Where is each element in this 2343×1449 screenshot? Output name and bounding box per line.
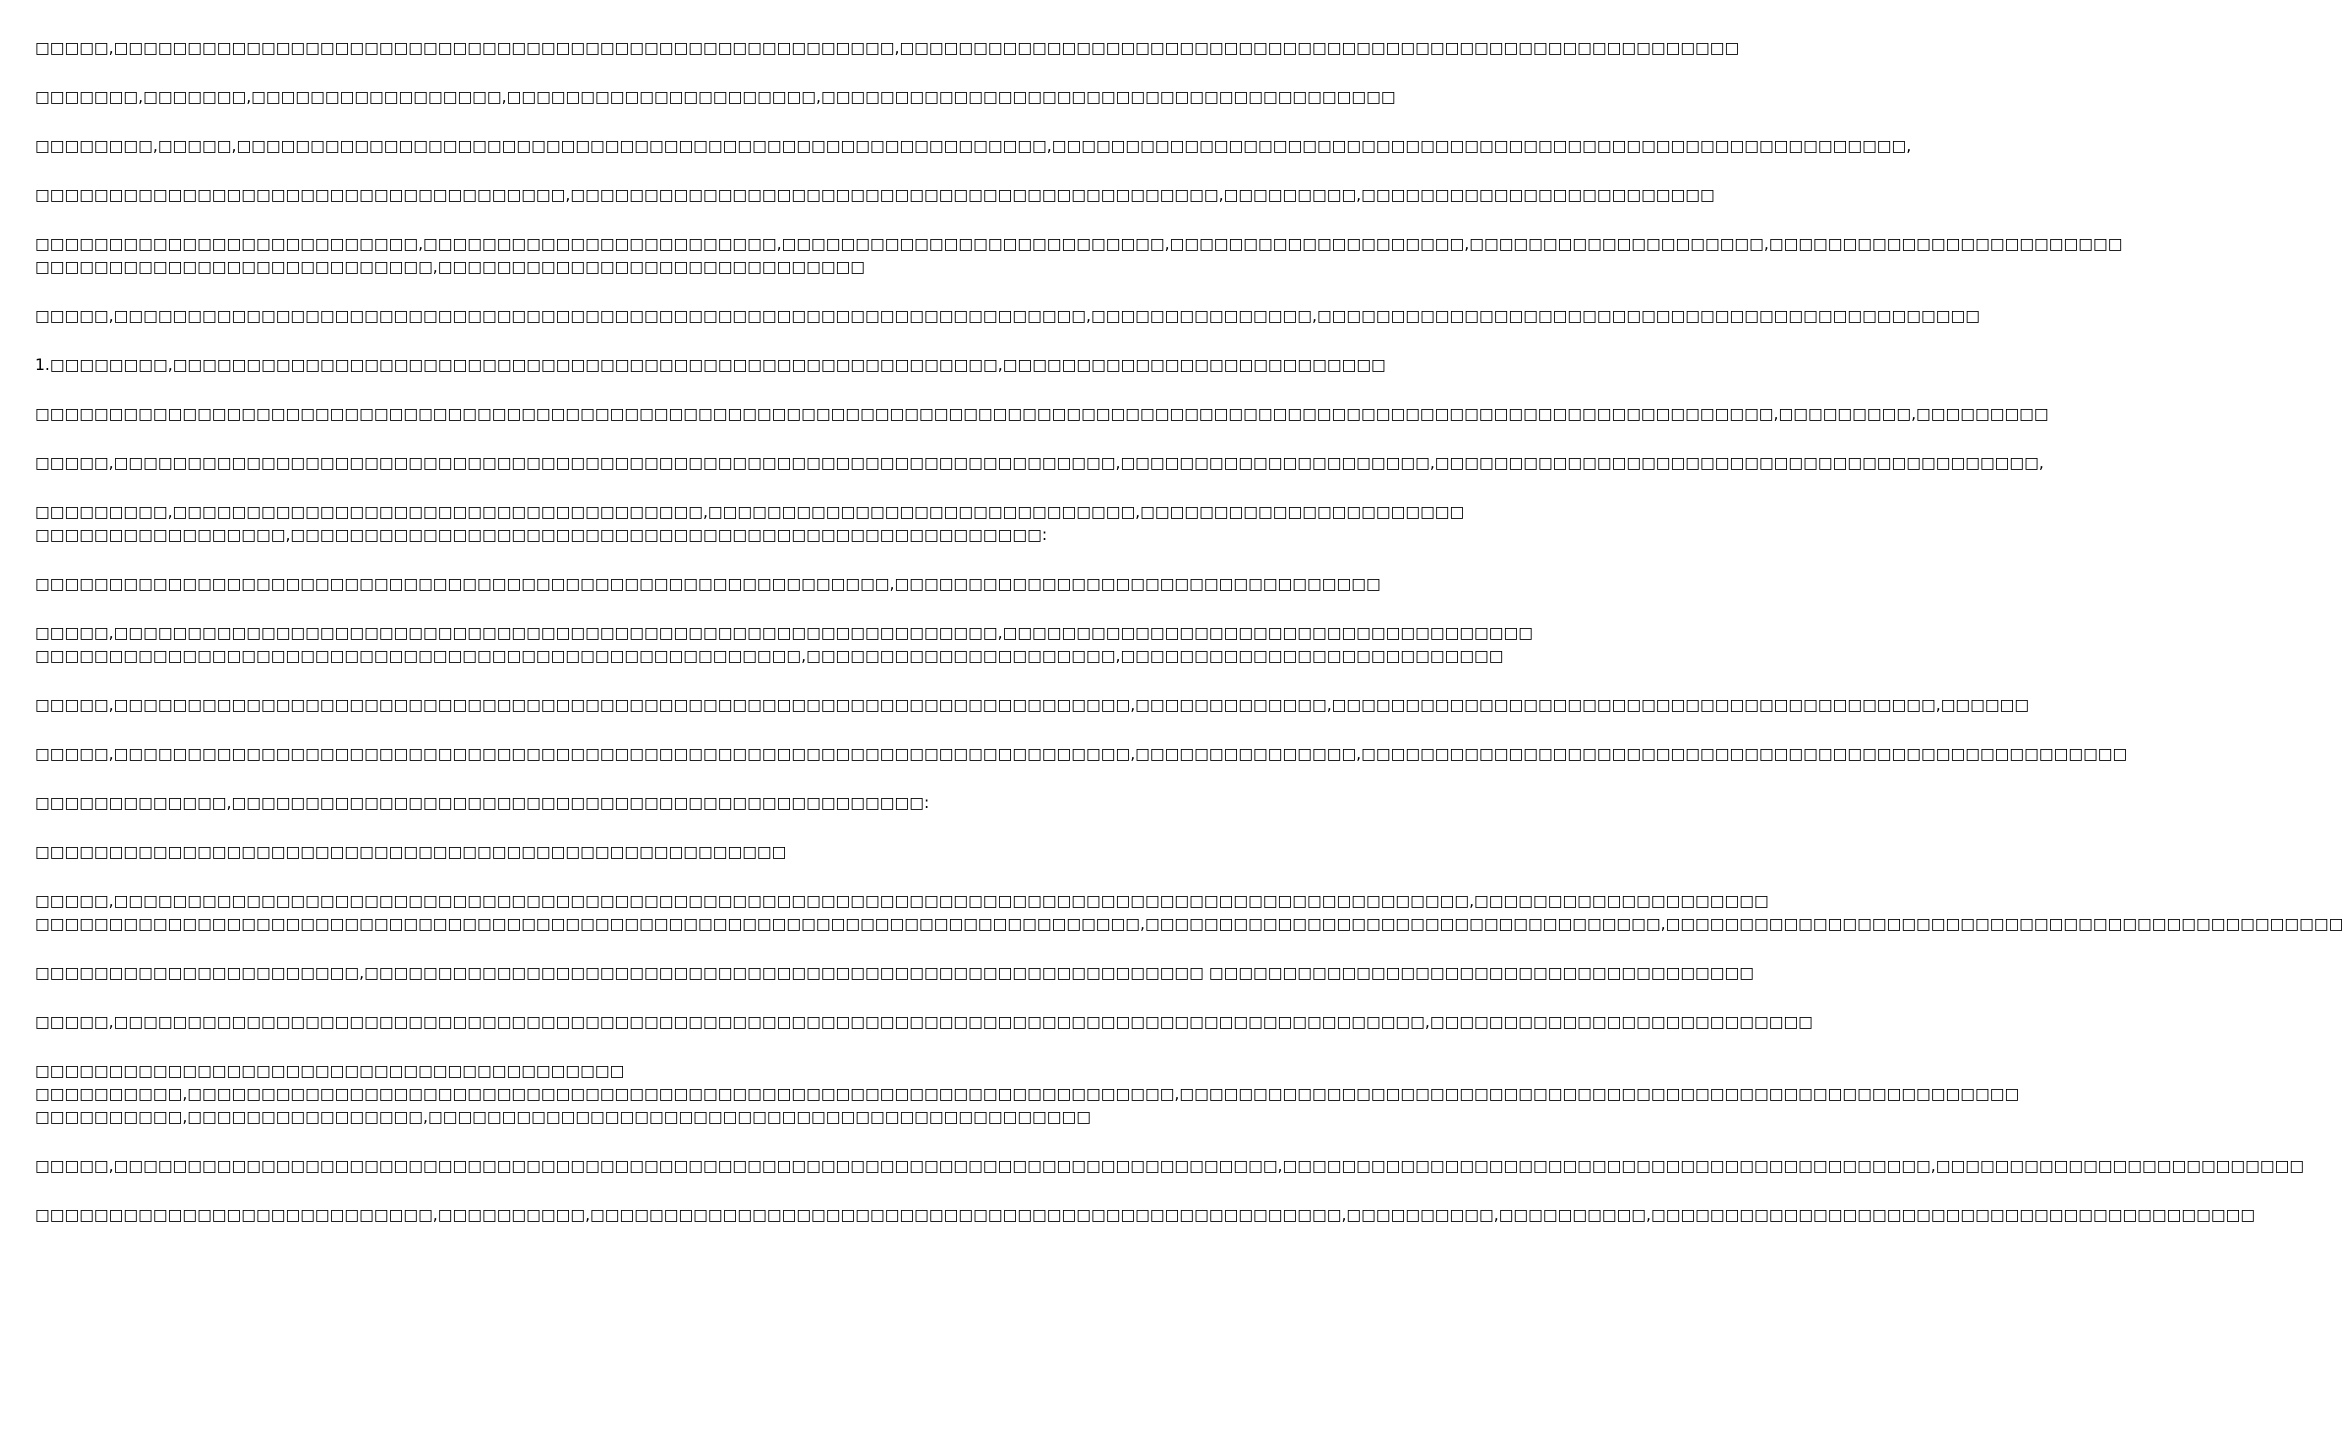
- paragraph: [35, 792, 990, 815]
- paragraph: [35, 184, 1715, 207]
- document-body: [35, 37, 2343, 1253]
- paragraph-line: □□□□□□□□□□,□□□□□□□□□□□□□□□□□□□□□□□□□□□□□□□□□□□□□□□□□□□□□□□□□□□□□□□□□□□□□□□□□□□,□□□□□□□□□□□□□□□□□□□□□□□□□□□□□□□□□□□□□□□□□□□□□□□□□□□□□□□□□: [35, 1085, 2020, 1103]
- paragraph: [35, 1204, 2256, 1227]
- paragraph: [35, 694, 2030, 717]
- paragraph: [35, 841, 990, 864]
- paragraph-line: □□□□□□□□□□□□□□□□□□□□□□□□□□,□□□□□□□□□□□□□□□□□□□□□□□□,□□□□□□□□□□□□□□□□□□□□□□□□□□,□□□□□□□□□□□□□□□□□□□□,□□□□□□□□□□□□□□□□□□□□,□□□□□□□□□□□□□□□□□□□□□□□□: [35, 235, 2123, 253]
- paragraph-line: □□□□□□□□□□□□□□□□□□□□□□,□□□□□□□□□□□□□□□□□□□□□□□□□□□□□□□□□□□□□□□□□□□□□□□□□□□□□□□□□ □□□□□□□□□□□□□□□□□□□□□□□□□□□□□□□□□□□□□: [35, 964, 1754, 982]
- paragraph: [35, 1155, 2305, 1178]
- paragraph: [35, 1011, 1813, 1034]
- paragraph-line: □□□□□,□□□□□□□□□□□□□□□□□□□□□□□□□□□□□□□□□□□□□□□□□□□□□□□□□□□□□□□□□□□□□□□□□□□□□□□□□□□□□□□□□□□□□□□□□□□□,□□□□□□□□□□□□□□□□□□□□: [35, 892, 1769, 910]
- paragraph-line: □□□□□,□□□□□□□□□□□□□□□□□□□□□□□□□□□□□□□□□□□□□□□□□□□□□□□□□□□□□,□□□□□□□□□□□□□□□□□□□□□□□□□□□□□□□□□□□□□□□□□□□□□□□□□□□□□□□□□: [35, 39, 1740, 57]
- paragraph-line: □□□□□,□□□□□□□□□□□□□□□□□□□□□□□□□□□□□□□□□□□□□□□□□□□□□□□□□□□□□□□□□□□□□□□□□□□□□,□□□□□□□□□□□□□,□□□□□□□□□□□□□□□□□□□□□□□□□□□□□□□□□□□□□□□□□,□□□□□□: [35, 696, 2030, 714]
- paragraph: [35, 1060, 2020, 1129]
- paragraph-line: 1.□□□□□□□□,□□□□□□□□□□□□□□□□□□□□□□□□□□□□□□□□□□□□□□□□□□□□□□□□□□□□□□□□,□□□□□□□□□□□□□□□□□□□□□□□□□□: [35, 356, 1386, 374]
- paragraph-line: □□□□□□□□□□□□□□□□□,□□□□□□□□□□□□□□□□□□□□□□□□□□□□□□□□□□□□□□□□□□□□□□□□□□□:: [35, 526, 1048, 544]
- paragraph-line: □□□□□□□□□□□□□□□□□□□□□□□□□□□□□□□□□□□□□□□□: [35, 1062, 625, 1080]
- paragraph-line: □□□□□□□,□□□□□□□,□□□□□□□□□□□□□□□□□,□□□□□□□□□□□□□□□□□□□□□,□□□□□□□□□□□□□□□□□□□□□□□□□□□□□□□□□□□□□□□: [35, 88, 1396, 106]
- paragraph-line: □□□□□,□□□□□□□□□□□□□□□□□□□□□□□□□□□□□□□□□□□□□□□□□□□□□□□□□□□□□□□□□□□□□□□□□□□□,□□□□□□□□□□□□□□□□□□□□□,□□□□□□□□□□□□□□□□□□□□□□□□□□□□□□□□□□□□□□□□□,: [35, 454, 2044, 472]
- paragraph: [35, 573, 1381, 596]
- paragraph-line: □□□□□□□□□□□□□□□□□□□□□□□□□□□□□□□□□□□□□□□□□□□□□□□□□□□□□□□□□□□□□□□□□□□□□□□□□□□□□□□□□□□□□□□□□□□□□□□□□□□□□□□□□□□□□□□□□□□□□□,□□□□□□□□□,□□□□□□□□□: [35, 405, 2049, 423]
- paragraph-line: □□□□□□□□□□,□□□□□□□□□□□□□□□□,□□□□□□□□□□□□□□□□□□□□□□□□□□□□□□□□□□□□□□□□□□□□□: [35, 1108, 1091, 1126]
- paragraph-line: □□□□□□□□,□□□□□,□□□□□□□□□□□□□□□□□□□□□□□□□□□□□□□□□□□□□□□□□□□□□□□□□□□□□□□,□□□□□□□□□□□□□□□□□□□□□□□□□□□□□□□□□□□□□□□□□□□□□□□□□□□□□□□□□□,: [35, 137, 1912, 155]
- paragraph: [35, 403, 2049, 426]
- paragraph-line: □□□□□,□□□□□□□□□□□□□□□□□□□□□□□□□□□□□□□□□□□□□□□□□□□□□□□□□□□□□□□□□□□□□□□□□□□□□,□□□□□□□□□□□□□□□,□□□□□□□□□□□□□□□□□□□□□□□□□□□□□□□□□□□□□□□□□□□□□□□□□□□□: [35, 745, 2128, 763]
- paragraph-line: □□□□□□□□□□□□□□□□□□□□□□□□□□□,□□□□□□□□□□,□□□□□□□□□□□□□□□□□□□□□□□□□□□□□□□□□□□□□□□□□□□□□□□□□□□,□□□□□□□□□□,□□□□□□□□□□,□□□□□□□□□□□□□□□□□□□□□□□□□□□□□□□□□□□□□□□□□: [35, 1206, 2256, 1224]
- paragraph: [35, 890, 2343, 936]
- paragraph-line: □□□□□□□□□□□□□□□□□□□□□□□□□□□□□□□□□□□□□□□□□□□□□□□□□□□□□□□□□□,□□□□□□□□□□□□□□□□□□□□□□□□□□□□□□□□□: [35, 575, 1381, 593]
- paragraph: [35, 233, 2123, 279]
- paragraph-line: □□□□□,□□□□□□□□□□□□□□□□□□□□□□□□□□□□□□□□□□□□□□□□□□□□□□□□□□□□□□□□□□□□,□□□□□□□□□□□□□□□□□□□□□□□□□□□□□□□□□□□□: [35, 624, 1533, 642]
- paragraph: [35, 452, 2044, 475]
- paragraph: [35, 305, 1980, 328]
- paragraph-line: □□□□□□□□□□□□□,□□□□□□□□□□□□□□□□□□□□□□□□□□□□□□□□□□□□□□□□□□□□□□□:: [35, 794, 930, 812]
- paragraph: [35, 622, 1533, 668]
- paragraph-line: □□□□□,□□□□□□□□□□□□□□□□□□□□□□□□□□□□□□□□□□□□□□□□□□□□□□□□□□□□□□□□□□□□□□□□□□□□□□□□□□□□□□□□□□□□□□□□□,□□□□□□□□□□□□□□□□□□□□□□□□□□: [35, 1013, 1813, 1031]
- paragraph: [35, 86, 1396, 109]
- paragraph: [35, 354, 1386, 377]
- paragraph-line: □□□□□□□□□□□□□□□□□□□□□□□□□□□,□□□□□□□□□□□□□□□□□□□□□□□□□□□□□: [35, 258, 866, 276]
- paragraph: [35, 135, 1912, 158]
- paragraph-line: □□□□□□□□□□□□□□□□□□□□□□□□□□□□□□□□□□□□□□□□□□□□□□□□□□□: [35, 843, 787, 861]
- paragraph-line: □□□□□□□□□□□□□□□□□□□□□□□□□□□□□□□□□□□□□□□□□□□□□□□□□□□□,□□□□□□□□□□□□□□□□□□□□□,□□□□□□□□□□□□□□□□□□□□□□□□□□: [35, 647, 1504, 665]
- paragraph: [35, 501, 1465, 547]
- paragraph-line: □□□□□□□□□□□□□□□□□□□□□□□□□□□□□□□□□□□□□□□□□□□□□□□□□□□□□□□□□□□□□□□□□□□□□□□□□□□,□□□□□□□□□□□□□□□□□□□□□□□□□□□□□□□□□□□,□□□□□□□□□□□□□□□□□□□□□□□□□□□□□□□□□□□□□□□□□□□□□□: [35, 915, 2343, 933]
- paragraph-line: □□□□□□□□□,□□□□□□□□□□□□□□□□□□□□□□□□□□□□□□□□□□□□,□□□□□□□□□□□□□□□□□□□□□□□□□□□□□,□□□□□□□□□□□□□□□□□□□□□□: [35, 503, 1465, 521]
- paragraph-line: □□□□□,□□□□□□□□□□□□□□□□□□□□□□□□□□□□□□□□□□□□□□□□□□□□□□□□□□□□□□□□□□□□□□□□□□,□□□□□□□□□□□□□□□,□□□□□□□□□□□□□□□□□□□□□□□□□□□□□□□□□□□□□□□□□□□□□: [35, 307, 1980, 325]
- paragraph: [35, 37, 1740, 60]
- paragraph-line: □□□□□□□□□□□□□□□□□□□□□□□□□□□□□□□□□□□□,□□□□□□□□□□□□□□□□□□□□□□□□□□□□□□□□□□□□□□□□□□□□,□□□□□□□□□,□□□□□□□□□□□□□□□□□□□□□□□□: [35, 186, 1715, 204]
- paragraph: [35, 743, 2128, 766]
- paragraph-line: □□□□□,□□□□□□□□□□□□□□□□□□□□□□□□□□□□□□□□□□□□□□□□□□□□□□□□□□□□□□□□□□□□□□□□□□□□□□□□□□□□□□□,□□□□□□□□□□□□□□□□□□□□□□□□□□□□□□□□□□□□□□□□□□□□,□□□□□□□□□□□□□□□□□□□□□□□□□: [35, 1157, 2305, 1175]
- paragraph: [35, 962, 1754, 985]
